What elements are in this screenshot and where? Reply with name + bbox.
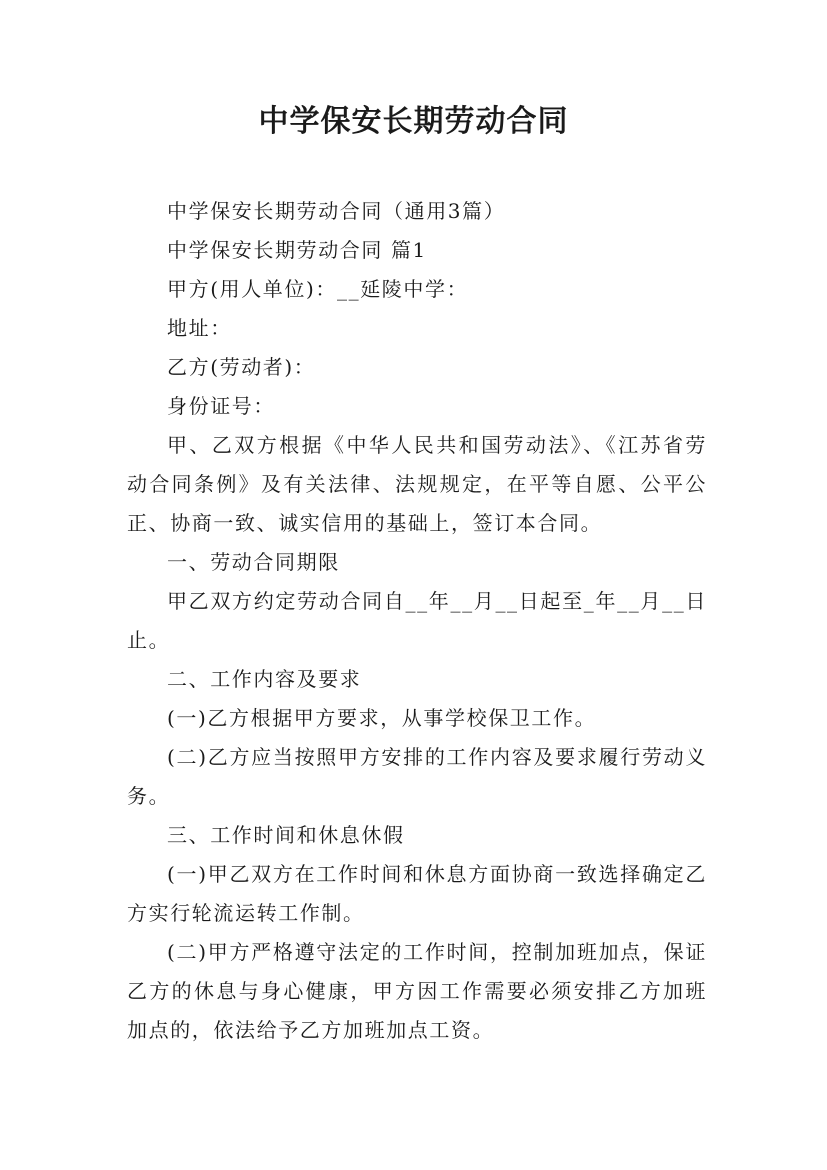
document-body bbox=[127, 192, 707, 1050]
section-heading: 中学保安长期劳动合同 篇1 bbox=[167, 238, 427, 262]
party-a-line: 甲方(用人单位)：__延陵中学： bbox=[167, 277, 469, 301]
clause-hours-2: (二)甲方严格遵守法定的工作时间，控制加班加点，保证乙方的休息与身心健康，甲方因工作需要必须安排乙方加班加点的，依法给予乙方加班加点工资。 bbox=[127, 940, 707, 1042]
preamble-paragraph: 甲、乙双方根据《中华人民共和国劳动法》、《江苏省劳动合同条例》及有关法律、法规规定，在平等自愿、公平公正、协商一致、诚实信用的基础上，签订本合同。 bbox=[127, 433, 707, 535]
id-number-line: 身份证号： bbox=[167, 394, 275, 418]
address-line: 地址： bbox=[167, 316, 232, 340]
document-title: 中学保安长期劳动合同 bbox=[258, 104, 569, 139]
clause-heading-hours: 三、工作时间和休息休假 bbox=[167, 823, 405, 847]
clause-hours-1: (一)甲乙双方在工作时间和休息方面协商一致选择确定乙方实行轮流运转工作制。 bbox=[127, 862, 707, 925]
clause-duties-1: (一)乙方根据甲方要求，从事学校保卫工作。 bbox=[167, 706, 597, 730]
clause-term-text: 甲乙双方约定劳动合同自__年__月__日起至_年__月__日止。 bbox=[127, 589, 707, 652]
subtitle: 中学保安长期劳动合同（通用3篇） bbox=[167, 199, 506, 223]
clause-heading-term: 一、劳动合同期限 bbox=[167, 550, 340, 574]
party-b-line: 乙方(劳动者)： bbox=[167, 355, 316, 379]
clause-duties-2: (二)乙方应当按照甲方安排的工作内容及要求履行劳动义务。 bbox=[127, 745, 707, 808]
clause-heading-duties: 二、工作内容及要求 bbox=[167, 667, 362, 691]
